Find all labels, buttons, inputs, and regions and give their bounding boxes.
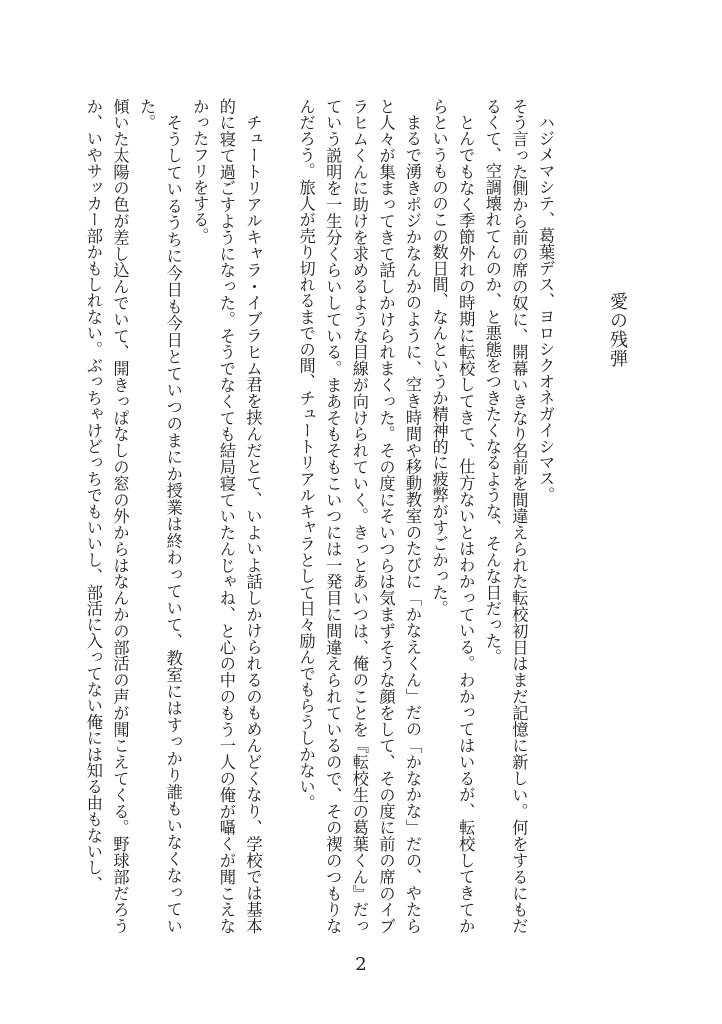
paragraph: ハジメマシテ、葛葉デス、ヨロシクオネガイシマス。 — [536, 114, 555, 503]
page-title: 愛の残弾 — [607, 292, 628, 368]
paragraph: 傾いた太陽の色が差し込んでいて、開きっぱなしの窓の外からはなんかの部活の声が聞こえてくる。野球部だろうか、いやサッカー部かもしれない。ぶっちゃけどっちでもいいし、部活に入ってない俺には知る由もないし、 — [83, 98, 130, 934]
paragraph: そうしているうちに今日も今日とていつのまにか授業は終わっていて、教室にはすっかり誰もいなくなっていた。 — [137, 98, 183, 934]
page-number: 2 — [355, 954, 367, 975]
paragraph: チュートリアルキャラ・イブラヒム君を挟んだとて、いよいよ話しかけられるのもめんどくなり、学校では基本的に寝て過ごすようになった。そうでなくても結局寝ていたんじゃね、と心の中のもう一人の俺が囁くが聞こえなかったフリをする。 — [190, 98, 263, 934]
section-break — [265, 98, 292, 934]
paragraph: まるで湧きポジかなんかのように、空き時間や移動教室のたびに「かなえくん」だの「かなかな」だの、やたらと人々が集まってきて話しかけられまくった。その度にそいつらは気まずそうな顔をして、その度に前の席のイブラヒムくんに助けを求めるような目線が向けられていく。きっとあいつは、俺のことを『転校生の葛葉くん』だっていう説明を一生分くらいしている。まあそもそもこいつには一発目に間違えられているので、その禊のつもりなんだろう。旅人が売り切れるまでの間、チュートリアルキャラとして日々励んでもらうしかない。 — [296, 98, 423, 934]
body-text — [83, 98, 558, 934]
paragraph: とんでもなく季節外れの時期に転校してきて、仕方ないとはわかっている。わかってはいるが、転校してきてからというもののこの数日間、なんというか精神的に疲弊がすごかった。 — [429, 98, 476, 934]
paragraph: そう言った側から前の席の奴に、開幕いきなり名前を間違えられた転校初日はまだ記憶に新しい。何をするにもだるくて、空調壊れてんのか、と悪態をつきたくなるような、そんな日だった。 — [482, 98, 529, 934]
